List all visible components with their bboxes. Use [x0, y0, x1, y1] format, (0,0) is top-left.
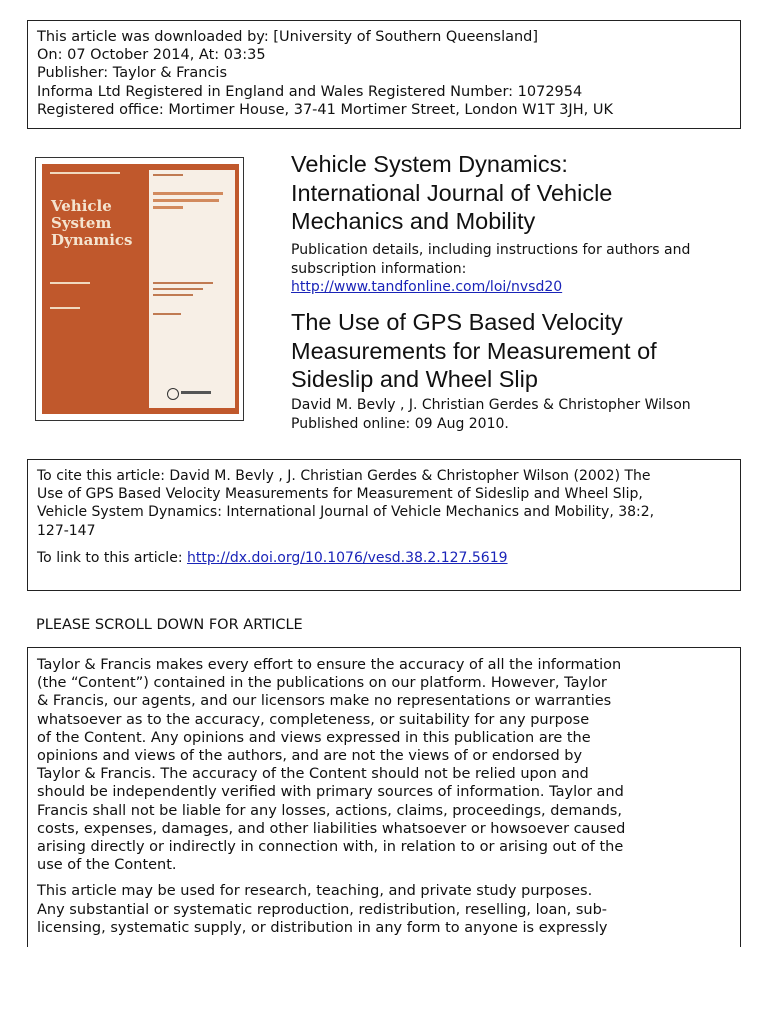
cover-subtitle-line [153, 206, 183, 209]
citation-box [27, 459, 741, 591]
download-info-line: This article was downloaded by: [University of Southern Queensland] [37, 29, 539, 45]
cover-text-line [50, 307, 80, 309]
cover-title-line: System [51, 214, 112, 232]
cover-text-line [153, 174, 183, 176]
citation-line: To cite this article: David M. Bevly , J. Christian Gerdes & Christopher Wilson (2002) The [37, 468, 651, 484]
journal-url-link[interactable]: http://www.tandfonline.com/loi/nvsd20 [291, 279, 563, 295]
cover-issue-line [50, 172, 120, 174]
publisher-logo-text [181, 391, 211, 394]
journal-title [291, 150, 612, 236]
disclaimer-paragraph [37, 882, 740, 937]
disclaimer-line: opinions and views of the authors, and are not the views of or endorsed by [37, 748, 583, 765]
disclaimer-line: Francis shall not be liable for any losses, actions, claims, proceedings, demands, [37, 802, 622, 819]
cover-left-panel [42, 164, 145, 414]
cover-right-panel [145, 164, 239, 414]
journal-cover-image [35, 157, 244, 421]
disclaimer-line: arising directly or indirectly in connection with, in relation to or arising out of the [37, 839, 624, 856]
disclaimer-line: should be independently verified with primary sources of information. Taylor and [37, 784, 624, 801]
disclaimer-paragraph [37, 656, 740, 874]
citation-line: Use of GPS Based Velocity Measurements for Measurement of Sideslip and Wheel Slip, [37, 486, 643, 503]
disclaimer-line: (the “Content”) contained in the publications on our platform. However, Taylor [37, 675, 607, 692]
article-link-row [37, 549, 740, 567]
cover-text-line [50, 282, 90, 284]
cover-text-line [153, 282, 213, 284]
article-title [291, 308, 657, 394]
disclaimer-line: use of the Content. [37, 857, 177, 874]
publication-details-line: Publication details, including instructions for authors and [291, 242, 691, 258]
article-link-label: To link to this article: [37, 549, 187, 566]
publication-details [291, 241, 690, 297]
download-info-line: On: 07 October 2014, At: 03:35 [37, 47, 266, 64]
disclaimer-line: Any substantial or systematic reproduction, redistribution, reselling, loan, sub- [37, 901, 608, 918]
cover-text-line [153, 288, 203, 290]
disclaimer-line: whatsoever as to the accuracy, completeness, or suitability for any purpose [37, 711, 590, 728]
disclaimer-line: of the Content. Any opinions and views expressed in this publication are the [37, 729, 591, 746]
journal-title-line: Vehicle System Dynamics: [291, 151, 568, 177]
journal-title-line: Mechanics and Mobility [291, 208, 536, 234]
cover-text-line [153, 313, 181, 315]
scroll-notice: PLEASE SCROLL DOWN FOR ARTICLE [36, 617, 303, 633]
article-authors [291, 396, 691, 433]
cover-title-line: Vehicle [51, 197, 112, 215]
download-info-line: Informa Ltd Registered in England and Wales Registered Number: 1072954 [37, 83, 583, 100]
cover-subtitle-line [153, 199, 219, 202]
article-title-line: Measurements for Measurement of [291, 337, 657, 364]
disclaimer-line: costs, expenses, damages, and other liabilities whatsoever or howsoever caused [37, 820, 626, 837]
download-info-box [27, 20, 741, 129]
article-title-line: Sideslip and Wheel Slip [291, 366, 538, 392]
disclaimer-line: This article may be used for research, teaching, and private study purposes. [37, 883, 593, 900]
doi-link[interactable]: http://dx.doi.org/10.1076/vesd.38.2.127.5619 [186, 549, 508, 566]
disclaimer-line: licensing, systematic supply, or distribution in any form to anyone is expressly [37, 919, 608, 936]
publisher-logo-icon [167, 388, 179, 400]
cover-text-line [153, 294, 193, 296]
cover-title-line: Dynamics [51, 231, 133, 249]
cover-title [51, 198, 133, 249]
publication-details-line: subscription information: [291, 260, 467, 277]
article-title-line: The Use of GPS Based Velocity [291, 309, 623, 335]
citation-line: Vehicle System Dynamics: International Journal of Vehicle Mechanics and Mobility, 38:2, [37, 504, 655, 521]
download-info-line: Publisher: Taylor & Francis [37, 65, 227, 82]
disclaimer-line: Taylor & Francis. The accuracy of the Content should not be relied upon and [37, 766, 589, 783]
journal-title-line: International Journal of Vehicle [291, 179, 613, 206]
authors-line: David M. Bevly , J. Christian Gerdes & Christopher Wilson [291, 397, 691, 413]
disclaimer-box [27, 647, 741, 947]
download-info-line: Registered office: Mortimer House, 37-41 Mortimer Street, London W1T 3JH, UK [37, 101, 613, 118]
disclaimer-line: Taylor & Francis makes every effort to ensure the accuracy of all the information [37, 657, 622, 673]
published-date: Published online: 09 Aug 2010. [291, 415, 509, 432]
citation-line: 127-147 [37, 522, 96, 539]
cover-subtitle-line [153, 192, 223, 195]
cover-info-panel [149, 170, 235, 408]
disclaimer-line: & Francis, our agents, and our licensors make no representations or warranties [37, 693, 612, 710]
